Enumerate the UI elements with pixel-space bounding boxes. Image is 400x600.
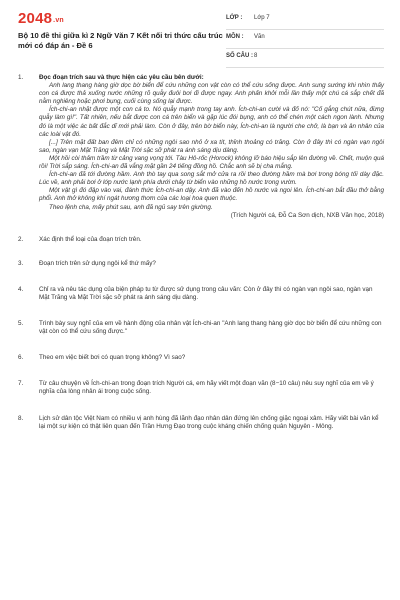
question-text: Chỉ ra và nêu tác dụng của biện pháp tu từ được sử dụng trong câu văn: Còn ở đây thì có ngàn vạn ngôi sao, ngàn vạn Mặt Trăng và Mặt Trời sặc sỡ phát ra ánh sáng dịu dàng. bbox=[39, 285, 373, 301]
question-8 bbox=[18, 415, 384, 431]
meta-value: Lớp 7 bbox=[254, 15, 270, 21]
reading-passage bbox=[39, 82, 384, 220]
meta-row-class bbox=[226, 11, 384, 30]
question-3 bbox=[18, 260, 384, 268]
question-number: 3. bbox=[18, 259, 24, 267]
question-1 bbox=[18, 74, 384, 220]
question-text: Đoạn trích trên sử dụng ngôi kể thứ mấy? bbox=[39, 259, 156, 267]
passage-paragraph: Một hồi còi thảm trầm từ cảng vang vọng tới. Tàu Hô-rốc (Horock) không lỡ báo hiệu sắp lên đường về. Chết, muộn quá rồi! Trời sắp sáng. Ích-chi-an đã vắng mặt gần 24 tiếng đồng hồ. Chắc anh sẽ bị cha mắng. bbox=[39, 154, 384, 171]
meta-value: 8 bbox=[254, 53, 258, 59]
question-number: 6. bbox=[18, 354, 24, 362]
question-number: 8. bbox=[18, 414, 24, 422]
question-text: Từ câu chuyện về Ích-chi-an trong đoạn trích Người cá, em hãy viết một đoạn văn (8−10 câu) nêu suy nghĩ của em về ý nghĩa của lòng nhân ái trong cuộc sống. bbox=[39, 380, 374, 396]
question-4 bbox=[18, 286, 384, 302]
meta-table bbox=[226, 11, 384, 68]
question-5 bbox=[18, 320, 384, 336]
document-title: Bộ 10 đề thi giữa kì 2 Ngữ Văn 7 Kết nối tri thức cấu trúc mới có đáp án - Đề 6 bbox=[18, 31, 223, 50]
meta-value: Văn bbox=[254, 34, 265, 40]
meta-label: MÔN : bbox=[226, 34, 244, 40]
question-number: 7. bbox=[18, 380, 24, 388]
question-text: Theo em việc biết bơi có quan trọng không? Vì sao? bbox=[39, 354, 186, 362]
question-text: Xác định thể loại của đoạn trích trên. bbox=[39, 235, 142, 243]
passage-source: (Trích Người cá, Đỗ Ca Sơn dịch, NXB Văn học, 2018) bbox=[230, 211, 384, 219]
question-number: 1. bbox=[18, 74, 24, 81]
question-text: Lịch sử dân tộc Việt Nam có nhiều vị anh hùng đã lãnh đạo nhân dân đứng lên chống giặc ngoại xâm. Hãy viết bài văn kể lại một sự kiện có thật liên quan đến Trần Hưng Đạo trong cuộc kháng chiến chống quân Nguyên - Mông. bbox=[39, 414, 379, 430]
logo-text: 2048 bbox=[18, 10, 53, 27]
passage-paragraph: Một vật gì đó đập vào vai, đánh thức Ích-chi-an dậy. Anh đã vào đến hồ nước và ngoi lên. Ích-chi-an bắt đầu thở bằng phổi. Anh thở không khí ngát hương thơm của các loại hoa quen thuộc. bbox=[39, 187, 384, 203]
passage-paragraph: Ích-chi-an đã tới đường hầm. Anh thò tay qua song sắt mở cửa ra rồi theo đường hầm mà bơi trong bóng tối dày đặc. Lúc về, anh phải bơi ở lớp nước lạnh phía dưới chảy từ biển vào những hồ nước trong vườn. bbox=[39, 171, 384, 187]
question-title: Đọc đoạn trích sau và thực hiện các yêu cầu bên dưới: bbox=[39, 74, 204, 81]
passage-paragraph: Theo lệnh cha, mấy phút sau, anh đã ngủ say trên giường. bbox=[49, 203, 213, 211]
meta-row-count bbox=[226, 49, 384, 68]
passage-paragraph: [...] Trên mặt đất ban đêm chỉ có những ngôi sao nhỏ ở xa tít, thỉnh thoảng có trăng. Còn ở đây thì có ngàn vạn ngôi sao, ngàn vạn Mặt Trăng và Mặt Trời sặc sỡ phát ra ánh sáng dịu dàng. bbox=[39, 138, 384, 154]
meta-label: LỚP : bbox=[226, 15, 243, 21]
question-number: 4. bbox=[18, 285, 24, 293]
question-text: Trình bày suy nghĩ của em về hành động của nhân vật Ích-chi-an "Anh lang thang hàng giờ dọc bờ biển để cứu những con vật còn có thể cứu sống được." bbox=[39, 320, 382, 336]
logo-suffix: .vn bbox=[53, 17, 64, 24]
question-number: 5. bbox=[18, 320, 24, 328]
meta-label: SỐ CÂU : bbox=[226, 53, 253, 59]
question-list bbox=[18, 74, 384, 431]
passage-paragraph: Anh lang thang hàng giờ dọc bờ biển để cứu những con vật còn có thể cứu sống được. Anh sung sướng khi nhìn thấy con cá được thả xuống nước những rõ quẫy đuôi bơi đi được ngay. Anh phấn khởi mỗi lần thấy một chú cá sắp chết đã nằm nghiêng hoặc phơi bụng, cuối cùng sống lại được. bbox=[39, 82, 384, 106]
meta-row-subject bbox=[226, 30, 384, 49]
passage-paragraph: Ích-chi-an nhặt được một con cá to. Nó quẫy mạnh trong tay anh. Ích-chi-an cười và đố nó: "Cố gắng chút nữa, đừng quẫy làm gì!". Tất nhiên, nếu bắt được con cá trên biển và gặp lúc đói bụng, anh có thể chén một cách ngon lành. Nhưng đó là một việc ác bất đắc dĩ mới phải làm. Còn ở đây, trên bờ biển này, Ích-chi-an là người che chở, là bạn và ân nhân của các loài vật đó. bbox=[39, 106, 384, 138]
site-logo[interactable] bbox=[18, 10, 64, 27]
question-7 bbox=[18, 380, 384, 396]
page-header bbox=[0, 0, 400, 66]
question-6 bbox=[18, 354, 384, 362]
question-2 bbox=[18, 236, 384, 244]
question-number: 2. bbox=[18, 235, 24, 243]
